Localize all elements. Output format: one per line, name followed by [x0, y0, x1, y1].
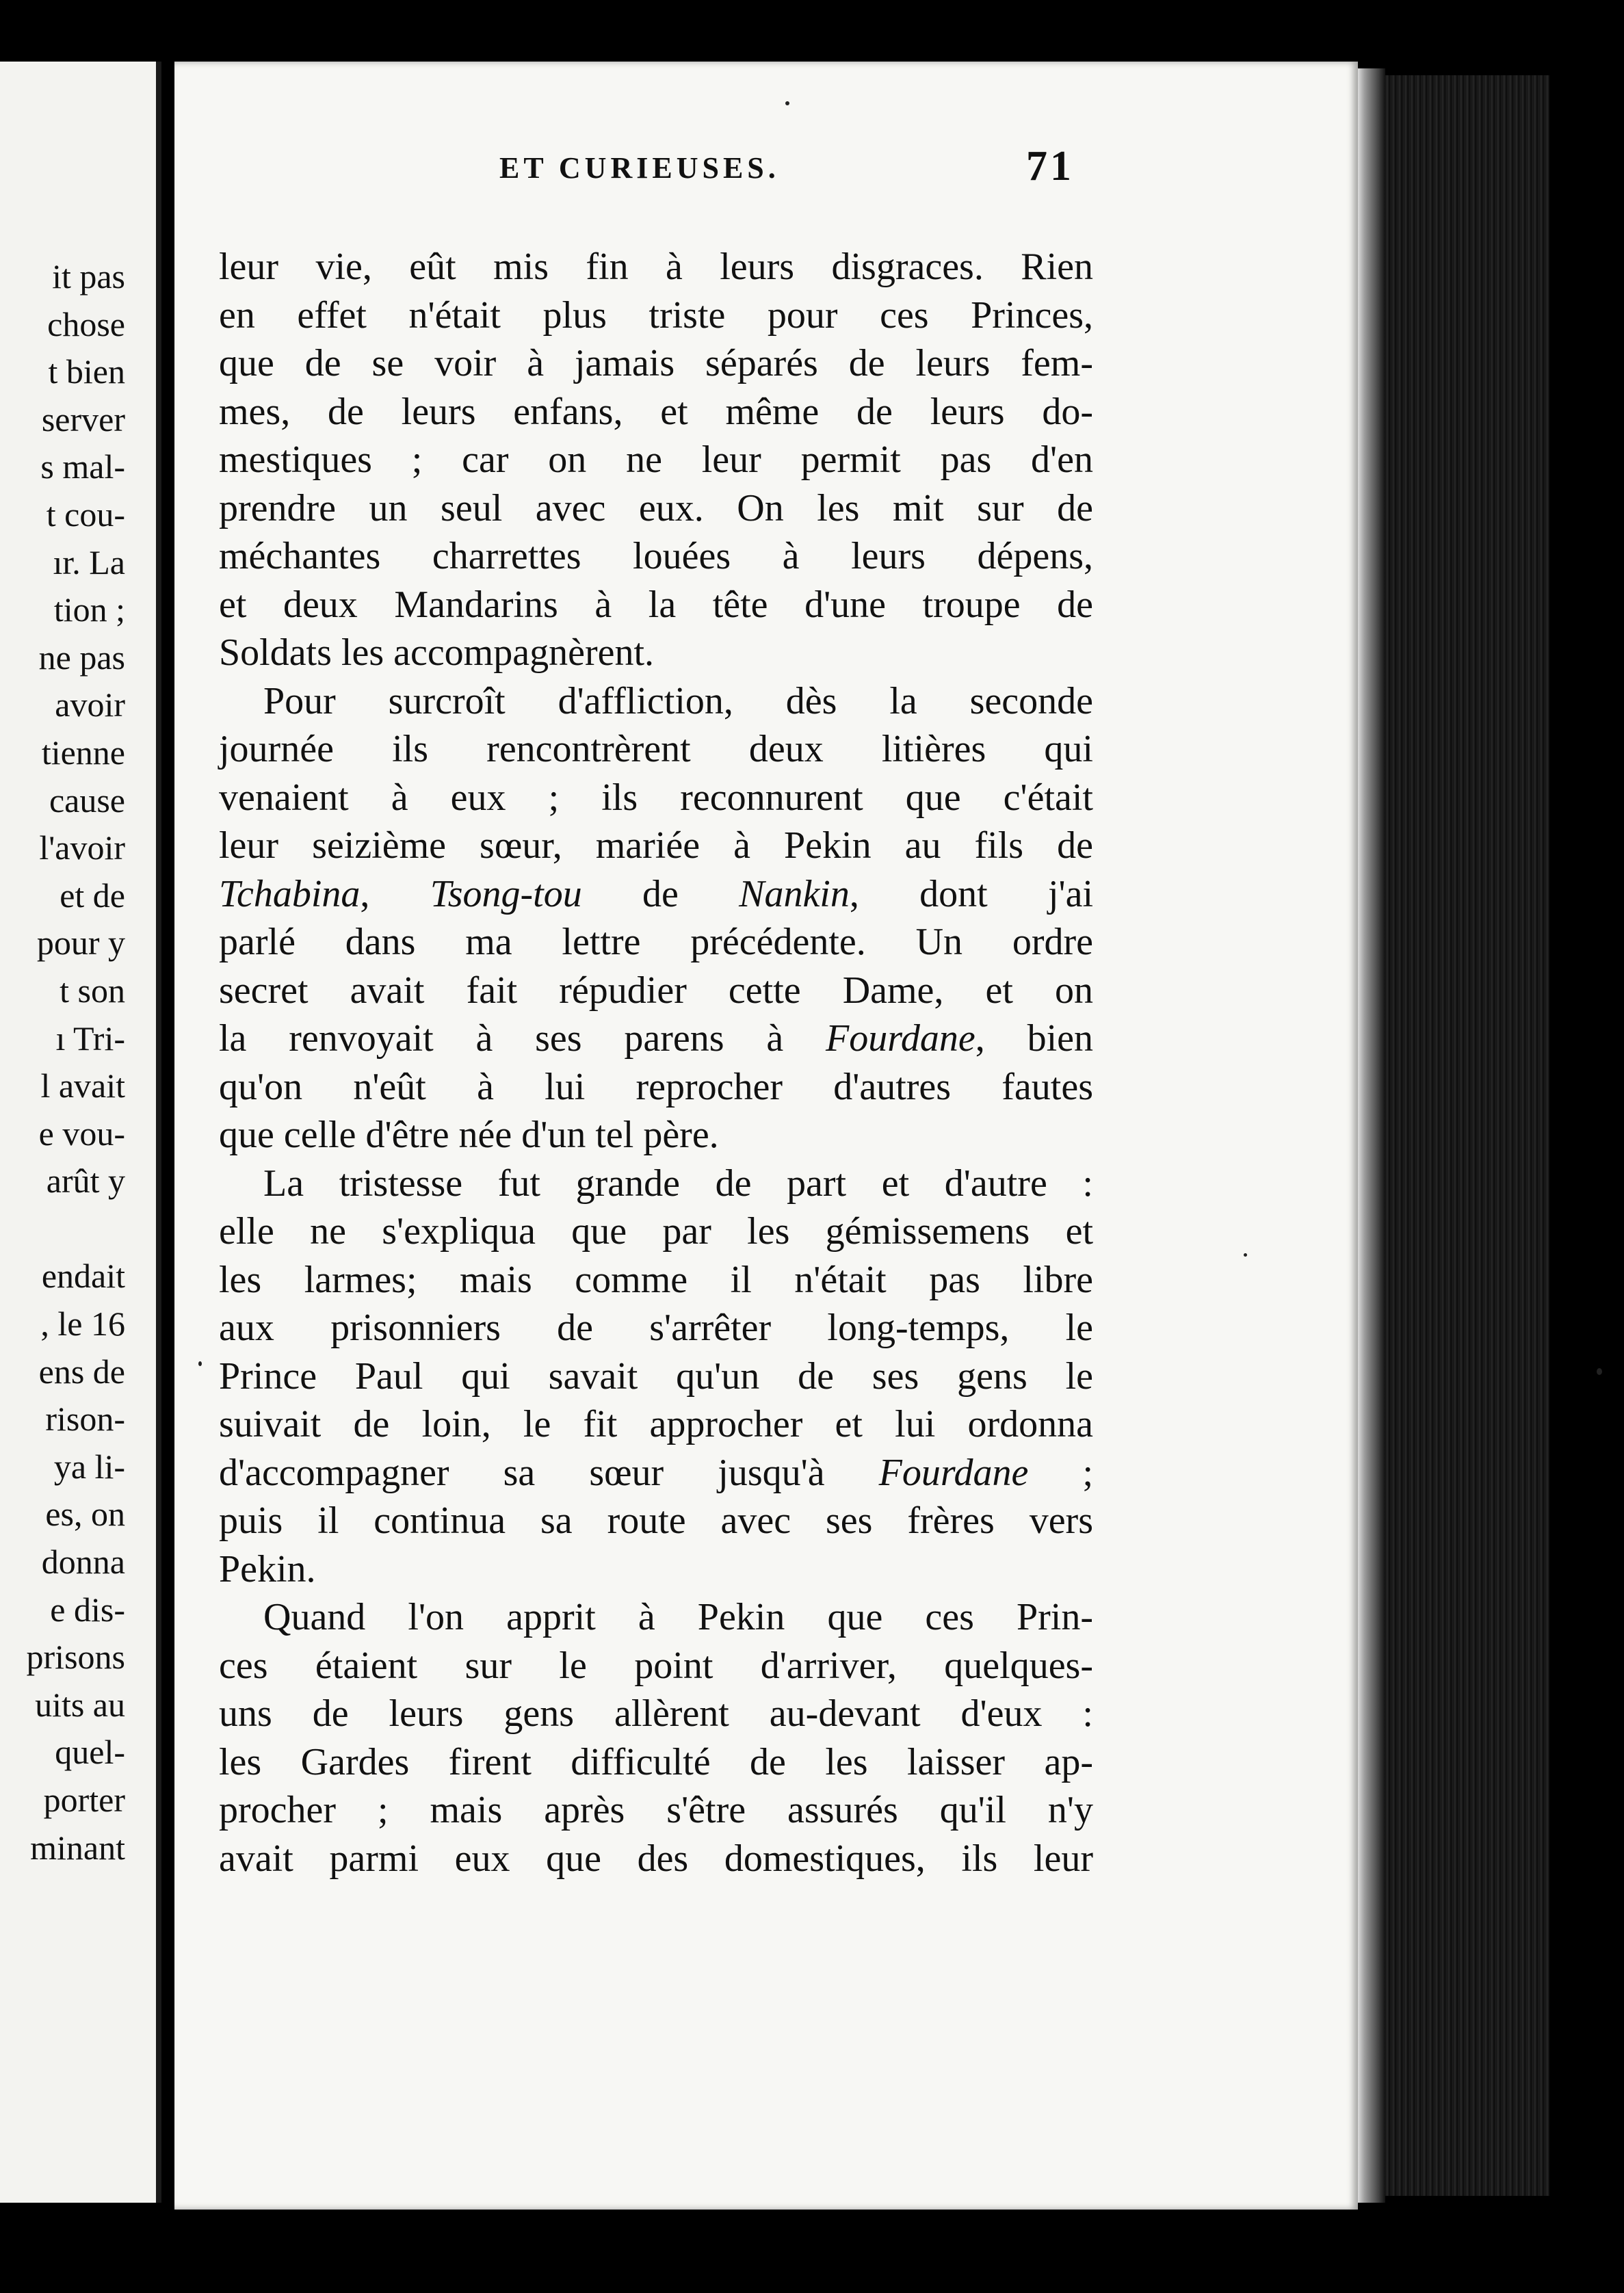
text-line: les larmes; mais comme il n'était pas libre: [219, 1258, 1093, 1301]
left-page-line: [27, 1205, 125, 1253]
left-page-line: chose: [47, 304, 125, 343]
text-line: Prince Paul qui savait qu'un de ses gens le: [219, 1354, 1093, 1398]
text-line: Tchabina, Tsong-tou de Nankin, dont j'ai: [219, 872, 1094, 915]
left-page-line: uits au: [35, 1685, 125, 1724]
text-line: parlé dans ma lettre précédente. Un ordre: [219, 921, 1093, 963]
left-page-line: arût y: [46, 1162, 125, 1201]
running-head: [322, 143, 1074, 198]
left-page-line: donna: [41, 1543, 125, 1582]
left-page-line: e dis-: [50, 1590, 125, 1629]
left-page-line: tienne: [41, 733, 125, 772]
left-page-line: t bien: [48, 352, 125, 391]
text-line: en effet n'était plus triste pour ces Princes,: [219, 293, 1093, 337]
text-line: Pour surcroît d'affliction, dès la seconde: [263, 679, 1093, 722]
left-page-line: quel-: [55, 1733, 125, 1772]
running-title: ET CURIEUSES.: [499, 151, 780, 185]
text-line: qu'on n'eût à lui reprocher d'autres fautes: [219, 1065, 1093, 1108]
left-page-line: s mal-: [40, 447, 125, 486]
left-page-line: minant: [30, 1828, 125, 1867]
left-page-line: rison-: [45, 1400, 125, 1439]
text-line: et deux Mandarins à la tête d'une troupe de: [219, 583, 1093, 626]
book-fore-edge: [1385, 75, 1549, 2196]
left-page-line: cause: [49, 781, 125, 820]
left-page-text: [27, 253, 125, 1872]
page-number: 71: [1026, 143, 1074, 189]
left-page-line: , le 16: [40, 1305, 125, 1344]
text-line: puis il continua sa route avec ses frères vers: [219, 1499, 1093, 1542]
left-page-line: ı Tri-: [55, 1019, 125, 1058]
left-page-line: t cou-: [46, 495, 125, 534]
text-line: procher ; mais après s'être assurés qu'il n'y: [219, 1789, 1093, 1831]
body-text: [219, 243, 1093, 1883]
text-line: ces étaient sur le point d'arriver, quelques-: [219, 1644, 1093, 1687]
dust-speck: [198, 1361, 202, 1366]
left-page-line: l'avoir: [39, 828, 125, 867]
left-page-line: e vou-: [38, 1114, 125, 1153]
left-page-line: l avait: [40, 1066, 125, 1105]
text-line: suivait de loin, le fit approcher et lui ordonna: [219, 1403, 1093, 1445]
text-line: avait parmi eux que des domestiques, ils leur: [219, 1837, 1093, 1880]
left-page-line: prisons: [26, 1638, 125, 1677]
left-page-line: ya li-: [53, 1447, 125, 1486]
left-page-line: es, on: [45, 1495, 125, 1534]
left-page-line: porter: [43, 1781, 125, 1819]
left-page-line: server: [41, 399, 125, 438]
left-page-line: ne pas: [38, 638, 125, 677]
page-edge-shadow: [1358, 68, 1385, 2203]
text-line: Soldats les accompagnèrent.: [219, 631, 655, 674]
dust-speck: [1244, 1253, 1247, 1257]
text-line: secret avait fait répudier cette Dame, et on: [219, 969, 1093, 1012]
text-line: Quand l'on apprit à Pekin que ces Prin-: [263, 1596, 1093, 1638]
left-page-line: tion ;: [53, 590, 125, 629]
text-line: les Gardes firent difficulté de les laisser ap-: [219, 1740, 1093, 1783]
text-line: Pekin.: [219, 1547, 316, 1590]
left-page-line: ens de: [38, 1352, 125, 1391]
text-line: la renvoyait à ses parens à Fourdane, bien: [219, 1017, 1093, 1060]
text-line: leur vie, eût mis fin à leurs disgraces. Rien: [219, 246, 1093, 288]
left-page-fragment: [0, 62, 161, 2203]
text-line: leur seizième sœur, mariée à Pekin au fils de: [219, 824, 1093, 867]
text-line: mestiques ; car on ne leur permit pas d'en: [219, 438, 1093, 481]
left-page-line: pour y: [36, 923, 125, 962]
text-line: uns de leurs gens allèrent au-devant d'eux :: [219, 1692, 1093, 1735]
text-line: mes, de leurs enfans, et même de leurs do-: [219, 390, 1093, 433]
left-page-line: et de: [60, 876, 125, 915]
text-line: que celle d'être née d'un tel père.: [219, 1114, 719, 1156]
text-line: méchantes charrettes louées à leurs dépens,: [219, 535, 1093, 577]
text-line: aux prisonniers de s'arrêter long-temps, le: [219, 1307, 1093, 1349]
text-line: que de se voir à jamais séparés de leurs fem-: [219, 342, 1093, 384]
left-page-line: ır. La: [53, 542, 125, 581]
text-line: venaient à eux ; ils reconnurent que c'était: [219, 776, 1093, 819]
dust-speck: [785, 101, 789, 105]
left-page-line: avoir: [55, 685, 125, 724]
dust-speck: [1597, 1368, 1602, 1375]
text-line: journée ils rencontrèrent deux litières qui: [219, 728, 1093, 770]
left-page-line: it pas: [52, 257, 125, 296]
left-page-line: t son: [60, 971, 125, 1010]
left-page-line: endait: [41, 1257, 125, 1296]
text-line: elle ne s'expliqua que par les gémissemens et: [219, 1210, 1093, 1253]
text-line: prendre un seul avec eux. On les mit sur de: [219, 486, 1093, 529]
text-line: La tristesse fut grande de part et d'autre :: [263, 1162, 1093, 1205]
text-line: d'accompagner sa sœur jusqu'à Fourdane ;: [219, 1451, 1093, 1494]
